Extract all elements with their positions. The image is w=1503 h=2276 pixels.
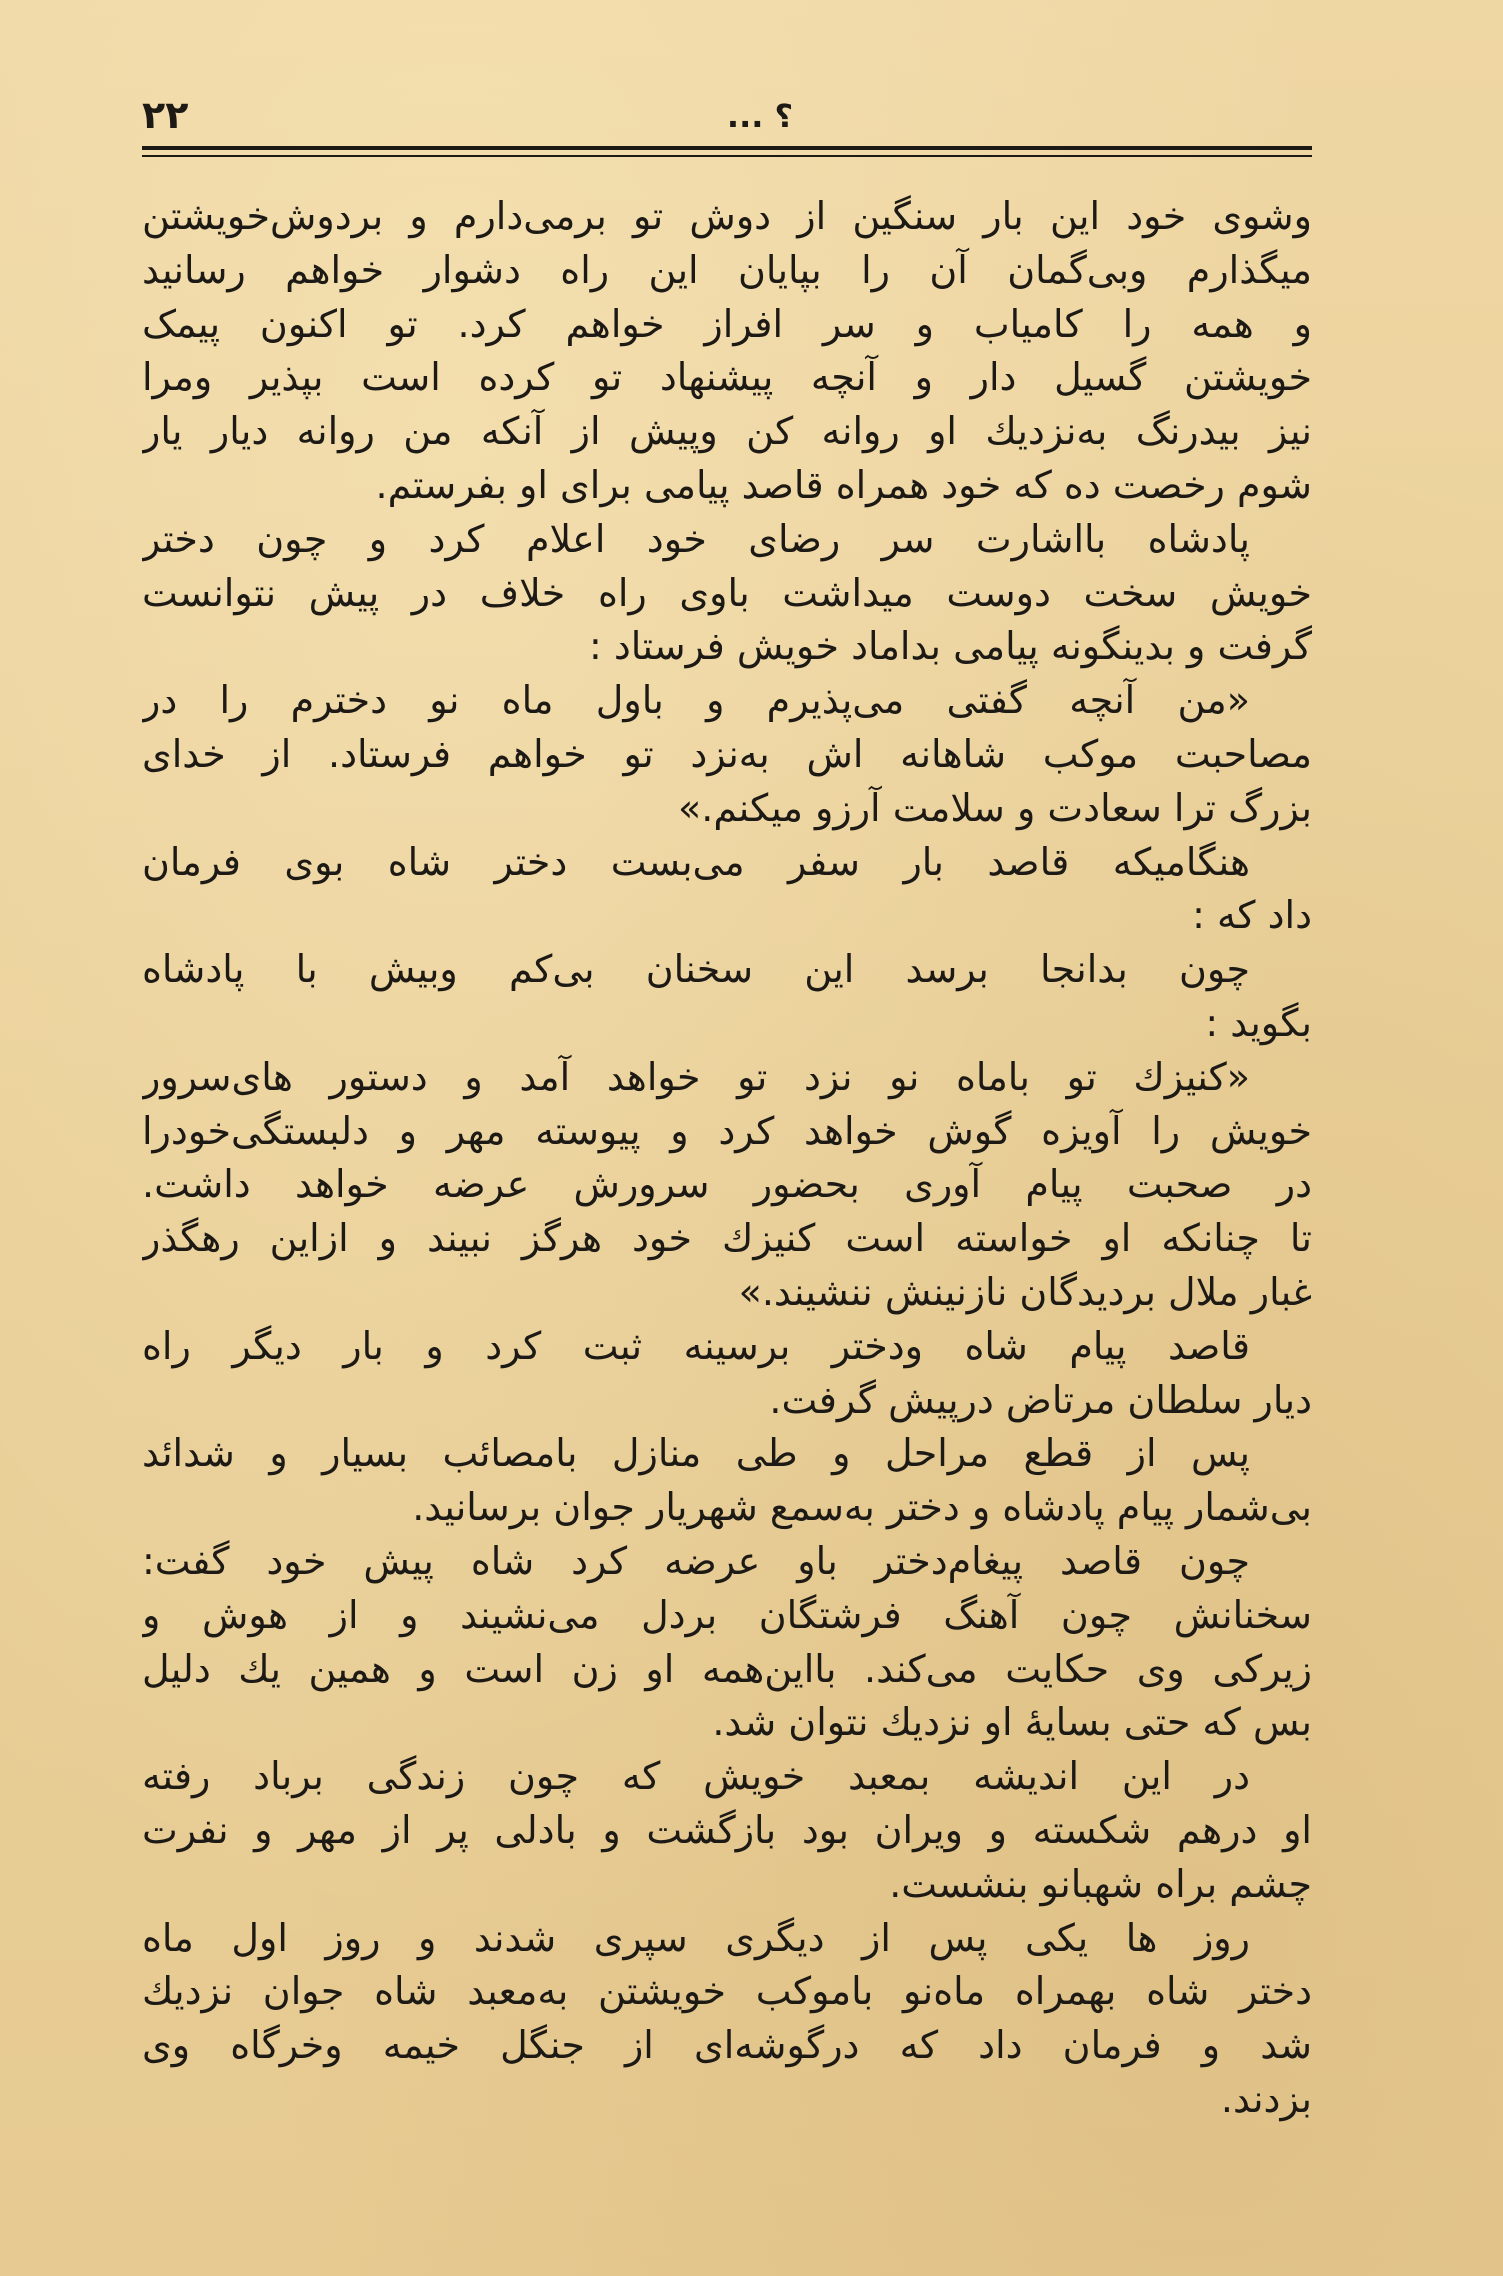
text-line: «من آنچه گفتی می‌پذیرم و باول ماه نو دخترم را در [142, 678, 1250, 723]
text-line: نیز بیدرنگ به‌نزدیك او روانه کن وپیش از آنکه من روانه دیار یار [142, 409, 1312, 454]
text-line: داد که : [1192, 893, 1312, 938]
text-line: بزرگ ترا سعادت و سلامت آرزو میکنم.» [678, 785, 1312, 830]
page-number: ۲۲ [142, 93, 189, 137]
text-line: بی‌شمار پیام پادشاه و دختر به‌سمع شهریار جوان برسانید. [412, 1485, 1312, 1530]
text-line: وشوی خود این بار سنگین از دوش تو برمی‌دارم و بردوش‌خویشتن [142, 194, 1312, 238]
text-line: سخنانش چون آهنگ فرشتگان بردل می‌نشیند و از هوش و [142, 1592, 1312, 1637]
text-line: در این اندیشه بمعبد خویش که چون زندگی برباد رفته [142, 1754, 1250, 1799]
header-rule-thick [142, 146, 1312, 150]
text-line: قاصد پیام شاه ودختر برسینه ثبت کرد و بار دیگر راه [142, 1323, 1250, 1368]
text-line: خویشتن گسیل دار و آنچه پیشنهاد تو کرده است بپذیر ومرا [142, 355, 1312, 400]
text-line: بزدند. [1220, 2076, 1312, 2121]
text-line: در صحبت پیام آوری بحضور سرورش عرضه خواهد داشت. [142, 1162, 1312, 1207]
text-line: گرفت و بدینگونه پیامی بداماد خویش فرستاد : [588, 624, 1312, 669]
text-line: چشم براه شهبانو بنشست. [889, 1861, 1312, 1906]
text-line: دیار سلطان مرتاض درپیش گرفت. [769, 1377, 1312, 1422]
text-line: غبار ملال بردیدگان نازنینش ننشیند.» [738, 1269, 1312, 1314]
text-line: پس از قطع مراحل و طی منازل بامصائب بسیار و شدائد [142, 1431, 1250, 1476]
text-line: میگذارم وبی‌گمان آن را بپایان این راه دشوار خواهم رسانید [142, 247, 1312, 292]
text-line: دختر شاه بهمراه ماه‌نو باموکب خویشتن به‌معبد شاه جوان نزدیك [142, 1969, 1312, 2014]
text-line: روز ها یکی پس از دیگری سپری شدند و روز اول ماه [142, 1915, 1250, 1960]
text-line: پادشاه بااشارت سر رضای خود اعلام کرد و چون دختر [142, 516, 1250, 561]
running-head: ؟ ... [726, 97, 794, 135]
header-rule-thin [142, 155, 1312, 157]
text-line: چون قاصد پیغام‌دختر باو عرضه کرد شاه پیش خود گفت: [142, 1538, 1250, 1583]
text-line: خویش را آویزه گوش خواهد کرد و پیوسته مهر و دلبستگی‌خودرا [142, 1108, 1312, 1153]
text-line: او درهم شکسته و ویران بود بازگشت و بادلی پر از مهر و نفرت [142, 1807, 1312, 1852]
text-line: و همه را کامیاب و سر افراز خواهم کرد. تو اکنون پیمک [142, 301, 1312, 346]
text-line: چون بدانجا برسد این سخنان بی‌کم وبیش با پادشاه [142, 947, 1250, 992]
text-line: بگوید : [1205, 1000, 1312, 1045]
text-line: شد و فرمان داد که درگوشه‌ای از جنگل خیمه وخرگاه وی [142, 2023, 1312, 2068]
text-line: زیرکی وی حکایت می‌کند. بااین‌همه او زن است و همین يك دلیل [142, 1646, 1312, 1691]
text-line: مصاحبت موکب شاهانه اش به‌نزد تو خواهم فرستاد. از خدای [142, 731, 1312, 776]
text-line: هنگامیکه قاصد بار سفر می‌بست دختر شاه بوی فرمان [142, 839, 1250, 884]
text-line: تا چنانکه او خواسته است کنیزك خود هرگز نبیند و ازاین رهگذر [142, 1216, 1312, 1261]
text-line: «کنیزك تو باماه نو نزد تو خواهد آمد و دستور های‌سرور [142, 1054, 1250, 1099]
text-line: خویش سخت دوست میداشت باوی راه خلاف در پیش نتوانست [142, 570, 1312, 615]
text-line: شوم رخصت ده که خود همراه قاصد پیامی برای او بفرستم. [375, 462, 1312, 507]
text-line: بس که حتی بسایهٔ او نزدیك نتوان شد. [712, 1700, 1312, 1745]
body-text [142, 190, 1312, 2127]
